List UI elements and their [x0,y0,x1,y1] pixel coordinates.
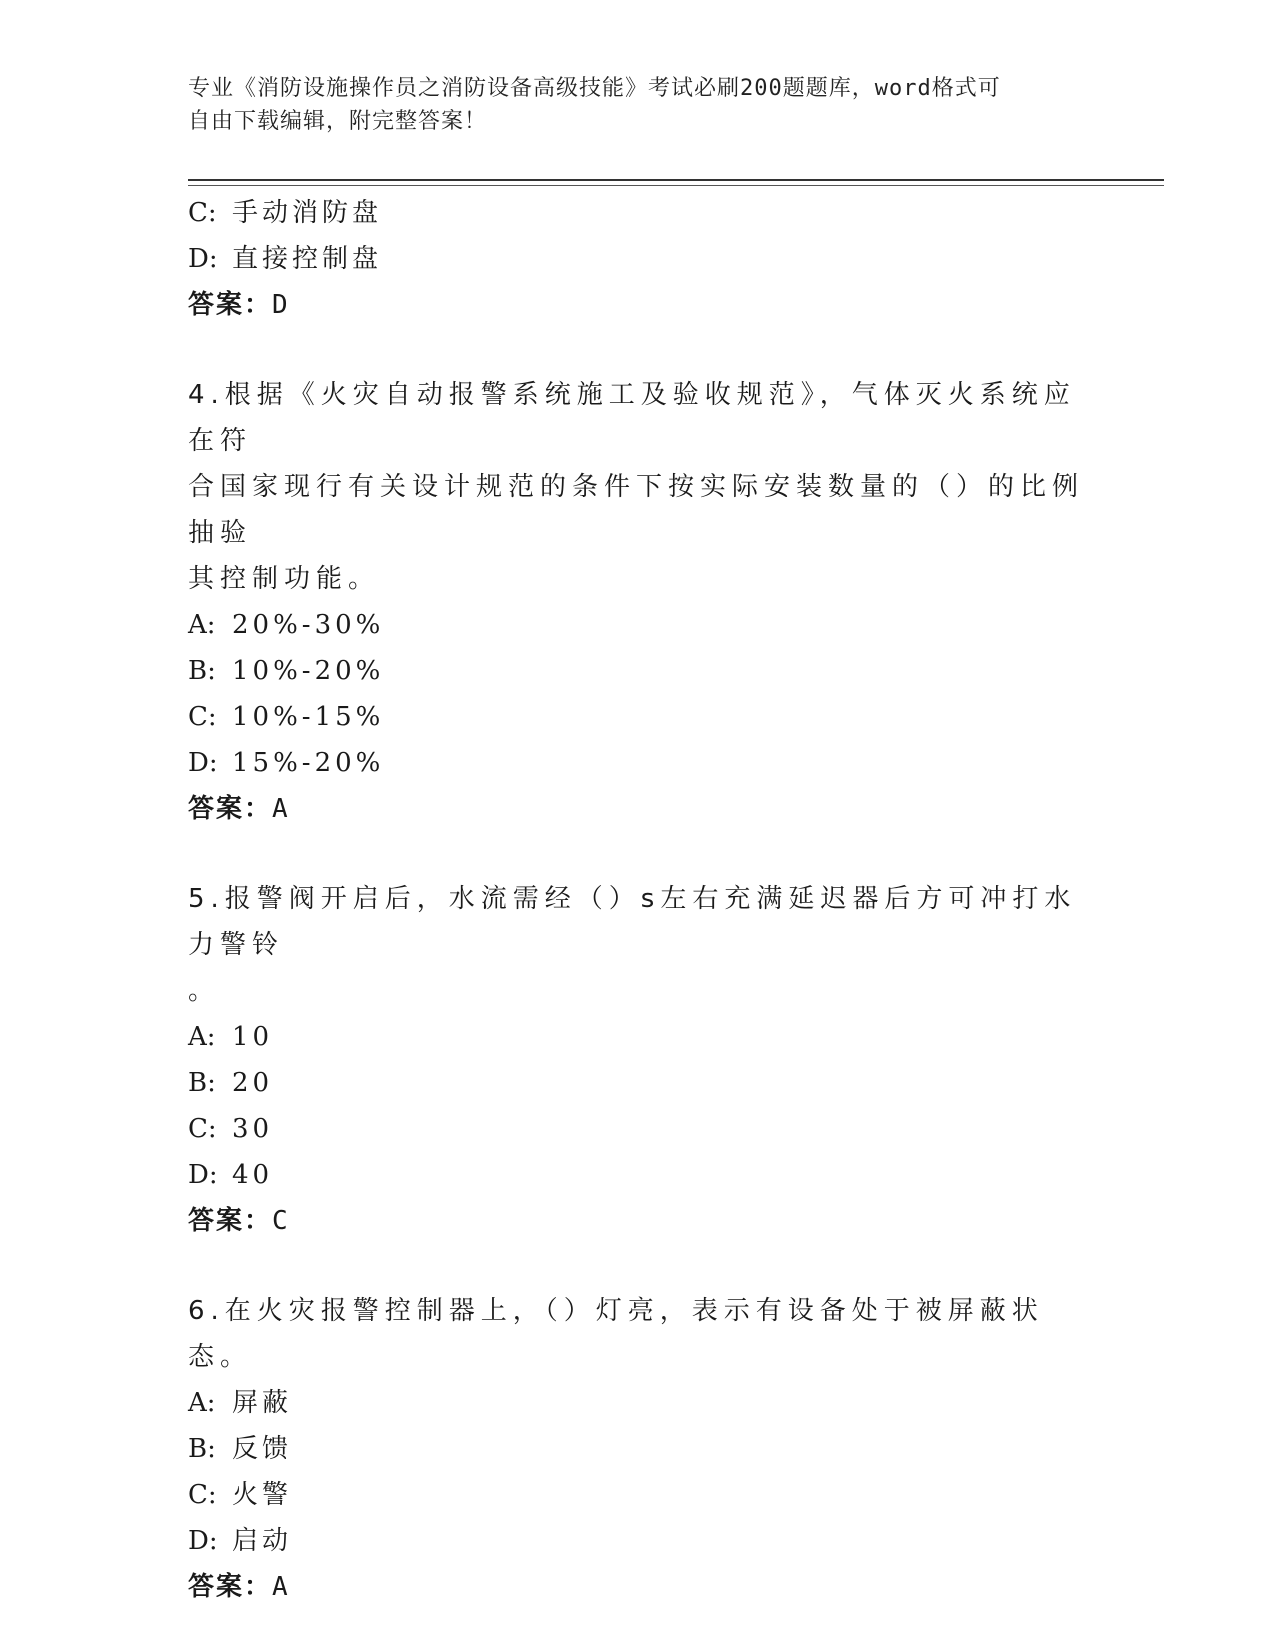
question-stem-line: 6.在火灾报警控制器上，（）灯亮，表示有设备处于被屏蔽状态。 [188,1296,1044,1372]
question-3 [188,190,1088,328]
option-text: 10 [232,1022,274,1052]
option-c [188,1106,1088,1152]
option-text: 启动 [232,1526,293,1556]
answer-label: 答案： [188,794,273,824]
option-key: D: [188,748,218,778]
option-key: D: [188,1526,218,1556]
question-stem-line: 其控制功能。 [188,564,381,594]
option-text: 10%-20% [232,656,385,686]
option-b [188,648,1088,694]
answer-line [188,1198,1088,1244]
option-b [188,1426,1088,1472]
option-text: 40 [232,1160,274,1190]
option-text: 手动消防盘 [232,198,383,228]
option-key: B: [188,1434,216,1464]
answer-label: 答案： [188,1206,273,1236]
option-key: C: [188,198,217,228]
option-key: D: [188,244,218,274]
answer-value: A [272,794,290,824]
option-key: A: [188,610,216,640]
option-text: 20 [232,1068,274,1098]
option-text: 反馈 [232,1434,293,1464]
option-a [188,602,1088,648]
option-key: C: [188,1480,217,1510]
document-header [188,72,1088,138]
option-key: C: [188,702,217,732]
option-text: 10%-15% [232,702,385,732]
option-text: 15%-20% [232,748,385,778]
question-stem-line: 5.报警阀开启后，水流需经（）s左右充满延迟器后方可冲打水力警铃 [188,884,1077,960]
option-b [188,1060,1088,1106]
option-d [188,1518,1088,1564]
question-6 [188,1288,1088,1610]
question-4 [188,372,1088,832]
option-text: 直接控制盘 [232,244,383,274]
option-d [188,236,1088,282]
answer-label: 答案： [188,1572,273,1602]
answer-value: C [272,1206,290,1236]
question-5 [188,876,1088,1244]
option-a [188,1380,1088,1426]
answer-label: 答案： [188,290,273,320]
option-key: B: [188,656,216,686]
option-key: C: [188,1114,217,1144]
header-divider-thick [188,179,1164,181]
question-stem-line: 。 [188,976,221,1006]
question-stem-line: 合国家现行有关设计规范的条件下按实际安装数量的（）的比例抽验 [188,472,1085,548]
option-key: A: [188,1022,216,1052]
option-c [188,190,1088,236]
option-key: D: [188,1160,218,1190]
question-list [188,190,1088,1610]
answer-value: A [272,1572,290,1602]
header-divider-thin [188,185,1164,186]
answer-line [188,1564,1088,1610]
option-c [188,694,1088,740]
answer-line [188,282,1088,328]
answer-line [188,786,1088,832]
option-text: 火警 [232,1480,293,1510]
option-text: 20%-30% [232,610,385,640]
option-text: 屏蔽 [232,1388,293,1418]
question-stem-line: 4.根据《火灾自动报警系统施工及验收规范》，气体灭火系统应在符 [188,380,1076,456]
answer-value: D [272,290,290,320]
option-key: B: [188,1068,216,1098]
option-text: 30 [232,1114,274,1144]
option-d [188,1152,1088,1198]
option-d [188,740,1088,786]
option-key: A: [188,1388,216,1418]
header-line-1: 专业《消防设施操作员之消防设备高级技能》考试必刷200题题库，word格式可 [188,76,1001,101]
option-c [188,1472,1088,1518]
header-line-2: 自由下载编辑，附完整答案！ [188,109,488,134]
option-a [188,1014,1088,1060]
